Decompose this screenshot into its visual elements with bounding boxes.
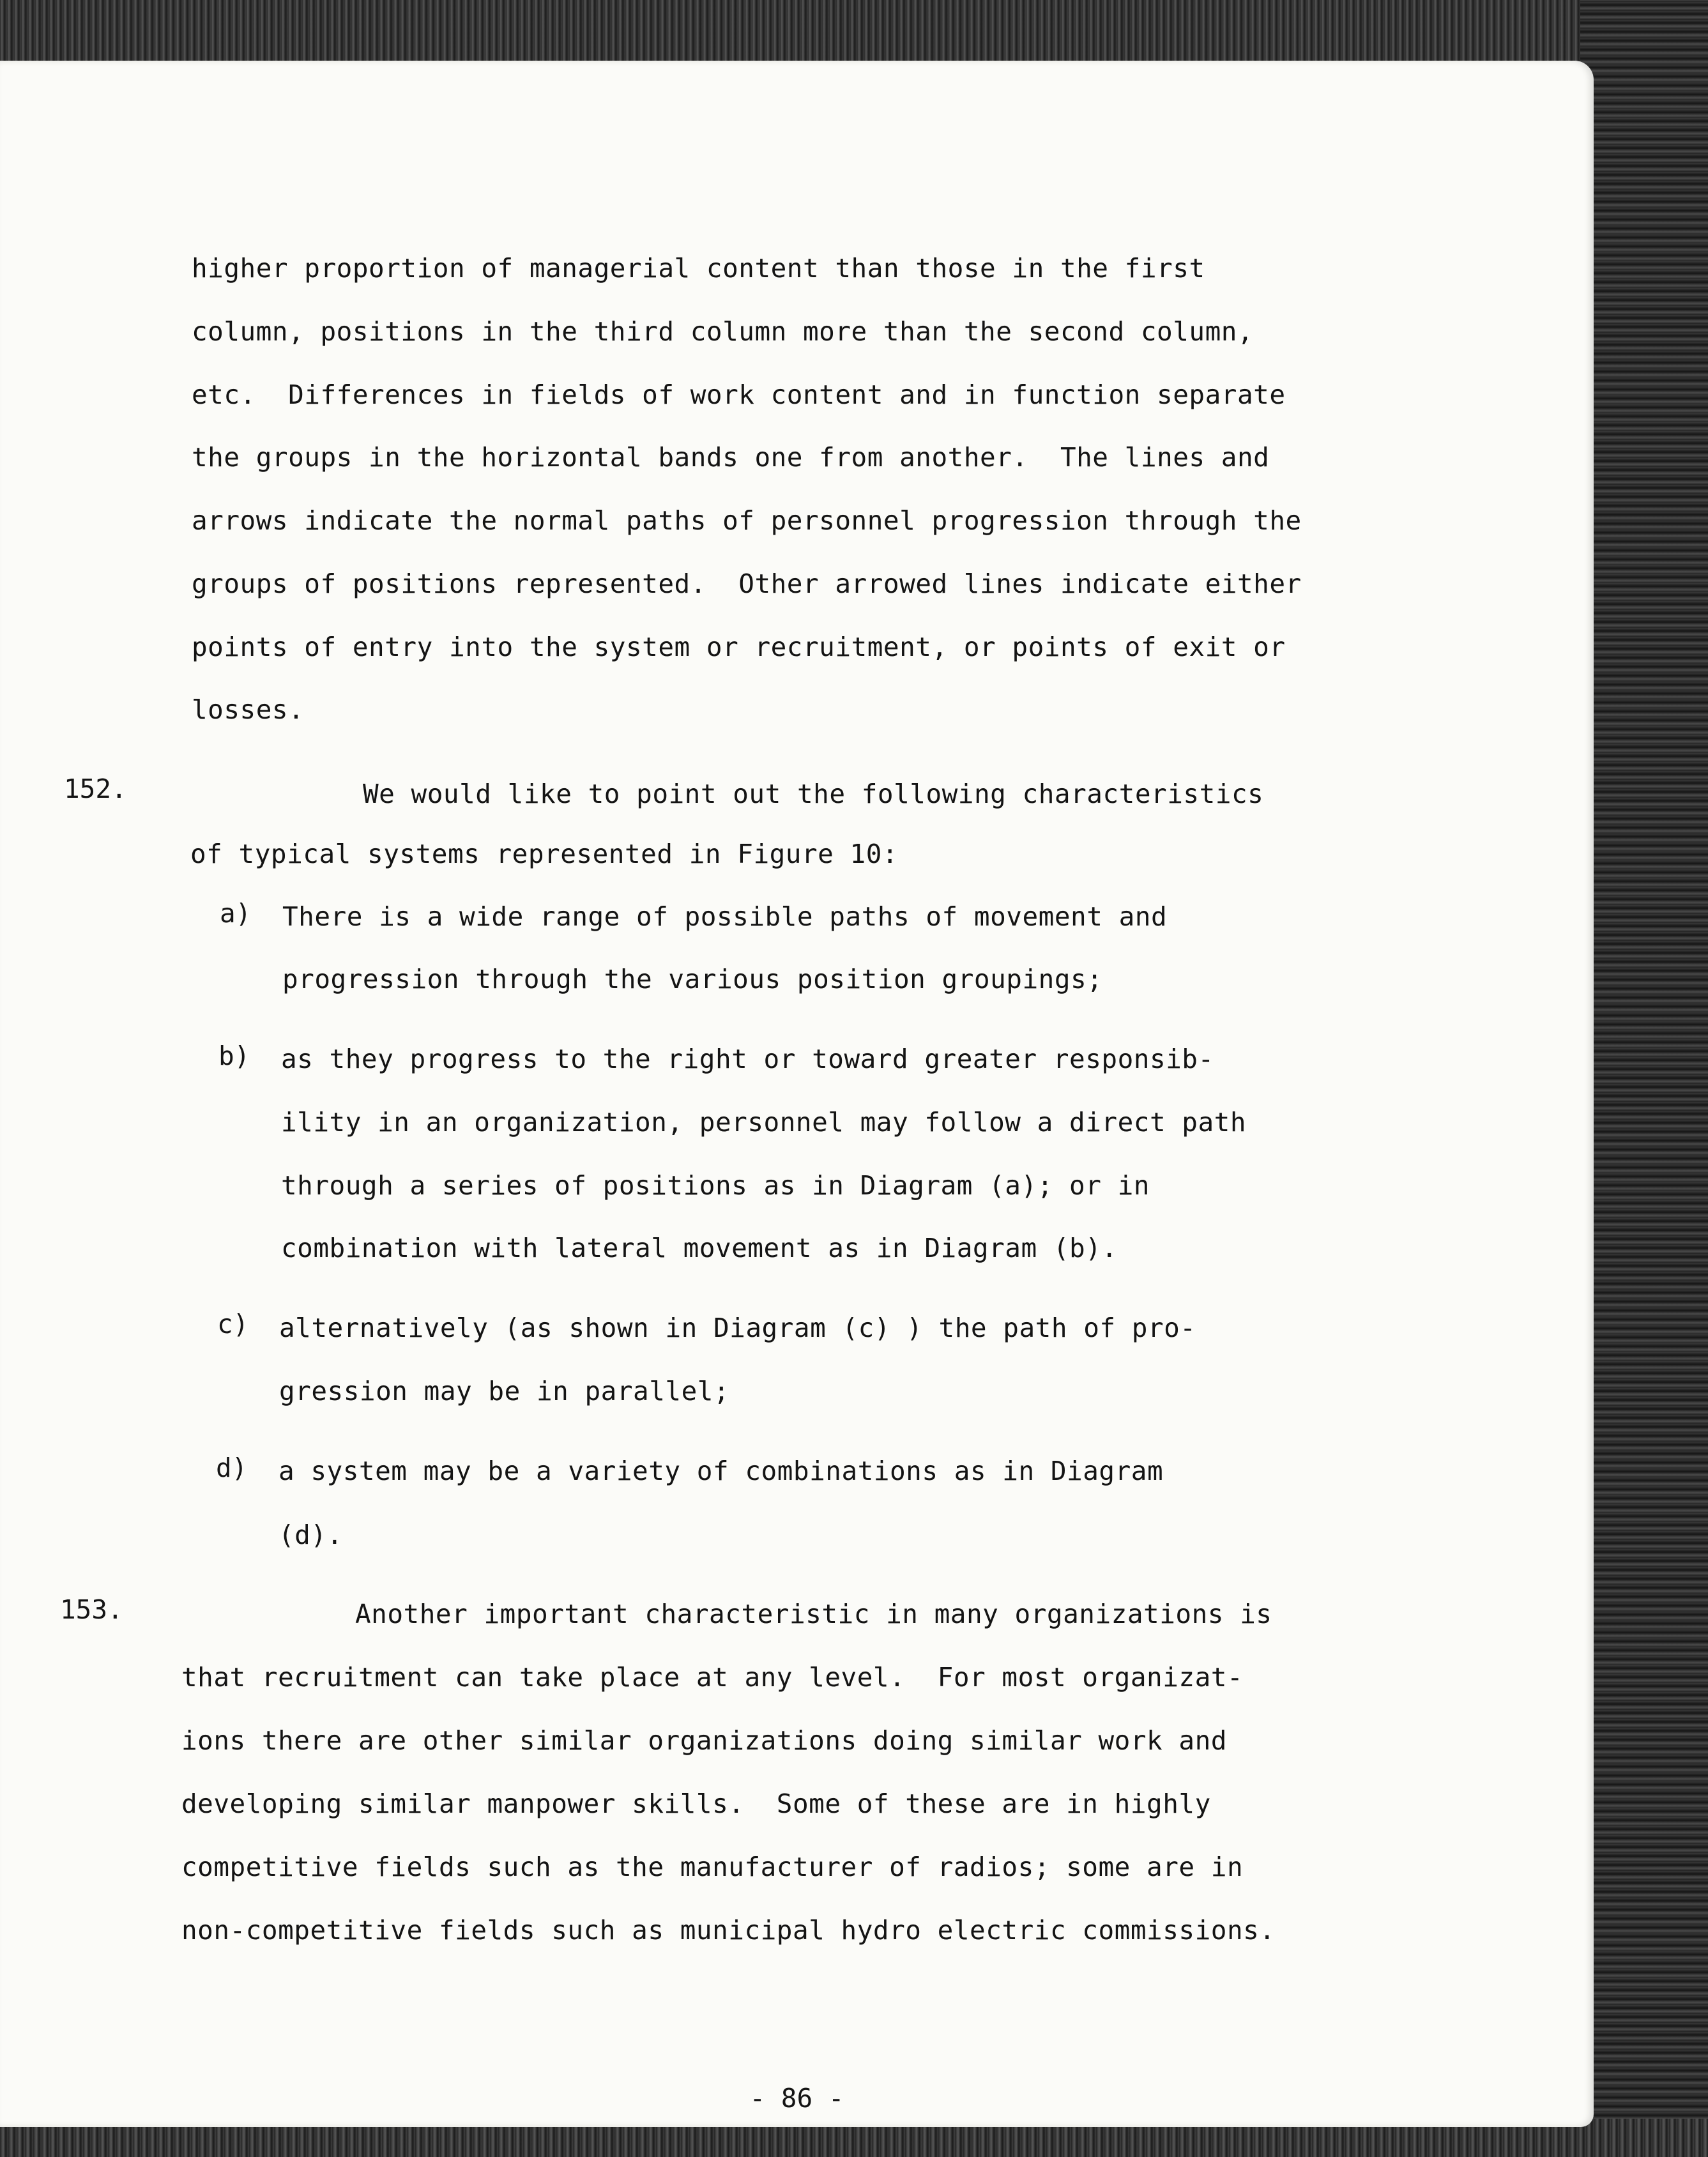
text-line: through a series of positions as in Diagram (a); or in xyxy=(281,1170,1150,1201)
paper-sheet xyxy=(0,61,1594,2127)
text-line: Another important characteristic in many organizations is xyxy=(355,1599,1272,1629)
text-line: losses. xyxy=(192,694,305,725)
scanner-edge-top xyxy=(0,0,1708,70)
list-item-label: a) xyxy=(220,898,252,929)
text-line: groups of positions represented. Other arrowed lines indicate either xyxy=(192,568,1302,599)
text-line: as they progress to the right or toward greater responsib- xyxy=(281,1044,1214,1074)
text-line: the groups in the horizontal bands one from another. The lines and xyxy=(192,442,1270,473)
text-line: developing similar manpower skills. Some of these are in highly xyxy=(181,1788,1211,1819)
text-line: There is a wide range of possible paths of movement and xyxy=(282,901,1168,932)
page-number: - 86 - xyxy=(749,2083,844,2114)
text-line: non-competitive fields such as municipal hydro electric commissions. xyxy=(181,1915,1276,1946)
text-line: ions there are other similar organizations doing similar work and xyxy=(181,1725,1227,1756)
text-line: combination with lateral movement as in Diagram (b). xyxy=(281,1233,1118,1263)
text-line: points of entry into the system or recruitment, or points of exit or xyxy=(192,632,1286,662)
text-line: a system may be a variety of combinations as in Diagram xyxy=(278,1456,1164,1486)
text-line: of typical systems represented in Figure 10: xyxy=(190,839,899,869)
text-line: that recruitment can take place at any level. For most organizat- xyxy=(181,1662,1244,1693)
list-item-label: c) xyxy=(217,1309,249,1339)
text-line: We would like to point out the following characteristics xyxy=(363,779,1264,809)
text-line: competitive fields such as the manufacturer of radios; some are in xyxy=(181,1852,1244,1882)
text-line: etc. Differences in fields of work content and in function separate xyxy=(192,379,1286,410)
text-line: arrows indicate the normal paths of personnel progression through the xyxy=(192,505,1302,536)
list-item-label: b) xyxy=(218,1040,250,1071)
paragraph-number: 153. xyxy=(60,1594,123,1625)
text-line: alternatively (as shown in Diagram (c) ) the path of pro- xyxy=(279,1313,1196,1343)
text-line: progression through the various position groupings; xyxy=(282,964,1103,995)
text-line: higher proportion of managerial content than those in the first xyxy=(192,253,1205,284)
text-line: gression may be in parallel; xyxy=(279,1376,730,1406)
text-line: ility in an organization, personnel may follow a direct path xyxy=(281,1107,1247,1138)
list-item-label: d) xyxy=(216,1452,248,1483)
text-line: column, positions in the third column more than the second column, xyxy=(192,316,1254,347)
text-line: (d). xyxy=(278,1520,343,1550)
paragraph-number: 152. xyxy=(64,774,127,804)
scanner-edge-right xyxy=(1580,0,1708,2157)
